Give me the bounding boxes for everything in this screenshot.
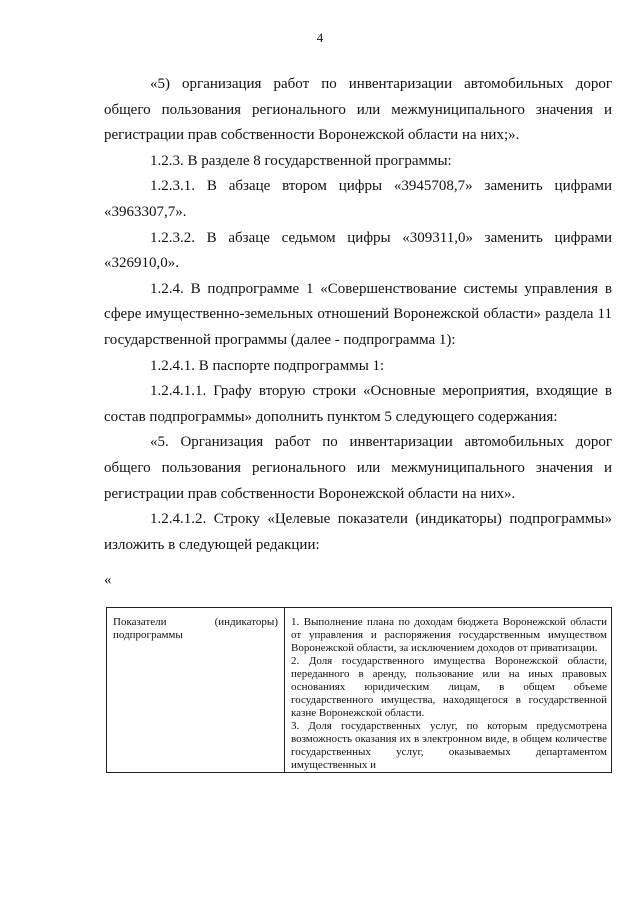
paragraph-1-2-4-1: 1.2.4.1. В паспорте подпрограммы 1: bbox=[150, 357, 385, 374]
page-number: 4 bbox=[316, 30, 324, 45]
table-label-cell bbox=[107, 608, 285, 773]
paragraph-1-2-4-1-2: 1.2.4.1.2. Строку «Целевые показатели (индикаторы) подпрограммы» изложить в следующей редакции: bbox=[104, 511, 612, 553]
indicator-item: 2. Доля государственного имущества Воронежской области, переданного в аренду, пользование или на иных правовых основаниях юридическим лицам, в общем объеме государственного имущества, находящегося в государственной казне Воронежской области. bbox=[291, 655, 607, 719]
indicator-item: 3. Доля государственных услуг, по которым предусмотрена возможность оказания их в электронном виде, в общем количестве государственных услуг, оказываемых департаментом имущественных и bbox=[291, 720, 607, 771]
paragraph-1-2-3-2: 1.2.3.2. В абзаце седьмом цифры «309311,0» заменить цифрами «326910,0». bbox=[104, 229, 612, 272]
indicators-table bbox=[106, 607, 612, 773]
opening-quote-mark: « bbox=[104, 572, 112, 588]
label-word: подпрограммы bbox=[113, 629, 183, 641]
table-row bbox=[107, 608, 612, 773]
paragraph-1-2-4-1-1: 1.2.4.1.1. Графу вторую строки «Основные мероприятия, входящие в состав подпрограммы» дополнить пунктом 5 следующего содержания: bbox=[104, 383, 612, 425]
label-line-1 bbox=[113, 616, 278, 629]
label-word: Показатели bbox=[113, 616, 167, 628]
label-word: (индикаторы) bbox=[214, 616, 278, 628]
indicator-item: 1. Выполнение плана по доходам бюджета Воронежской области от управления и распоряжения государственным имуществом Воронежской области, за исключением доходов от приватизации. bbox=[291, 616, 607, 654]
paragraph-quote-item-5: «5) организация работ по инвентаризации автомобильных дорог общего пользования регионального или межмуниципального значения и регистрации прав собственности Воронежской области на них;». bbox=[104, 76, 612, 144]
paragraph-1-2-4: 1.2.4. В подпрограмме 1 «Совершенствование системы управления в сфере имущественно-земельных отношений Воронежской области» раздела 11 государственной программы (далее - подпрограмма 1): bbox=[104, 280, 612, 348]
table-content-cell bbox=[285, 608, 612, 773]
document-body bbox=[104, 72, 612, 558]
paragraph-1-2-3-1: 1.2.3.1. В абзаце втором цифры «3945708,7» заменить цифрами «3963307,7». bbox=[104, 178, 612, 220]
paragraph-1-2-3: 1.2.3. В разделе 8 государственной программы: bbox=[150, 152, 452, 169]
paragraph-quote-item-5-new: «5. Организация работ по инвентаризации автомобильных дорог общего пользования регионального или межмуниципального значения и регистрации прав собственности Воронежской области на них». bbox=[104, 434, 612, 502]
